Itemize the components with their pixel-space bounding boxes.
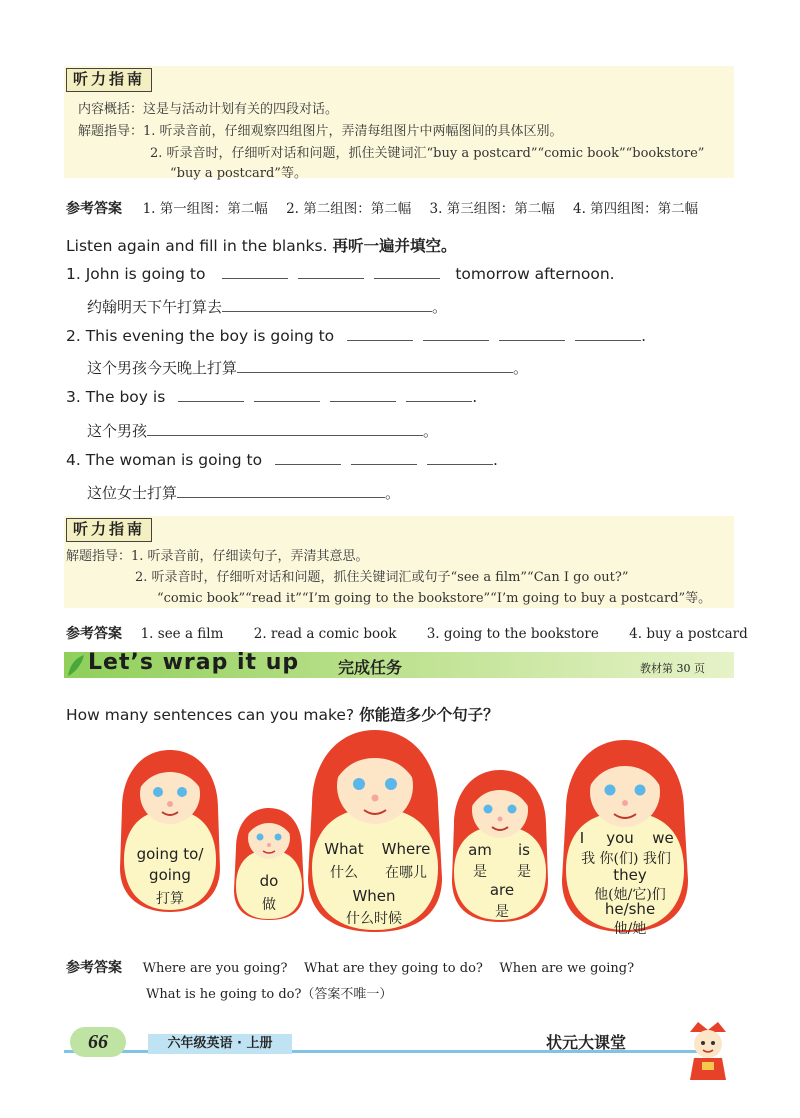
q2-cn-text: 这个男孩今天晚上打算 (87, 359, 238, 377)
q1-text-end: tomorrow afternoon. (455, 265, 615, 283)
doll1-word-b: going (149, 866, 191, 884)
answer-label: 参考答案 (66, 201, 122, 217)
guide1-line2: 解题指导：1. 听录音前，仔细观察四组图片，弄清每组图片中两幅图间的具体区别。 (78, 124, 563, 139)
q3-blank-3[interactable] (330, 388, 396, 402)
answer-row-3 (66, 957, 634, 977)
q1-cn-dot: 。 (432, 298, 448, 316)
page-number: 66 (70, 1027, 126, 1057)
q2-cn-blank[interactable] (237, 359, 513, 373)
doll5-we: we (652, 829, 674, 847)
guide2-line3: “comic book”“read it”“I’m going to the bookstore”“I’m going to buy a postcard”等。 (157, 591, 712, 606)
answer2-item-4: 4. buy a postcard (629, 626, 748, 642)
answer1-item-4: 4. 第四组图：第二幅 (573, 201, 699, 217)
doll4-is-cn: 是 (517, 864, 531, 880)
answer-label-3: 参考答案 (66, 960, 122, 976)
q3-cn-dot: 。 (423, 422, 439, 440)
doll4-are: are (489, 881, 515, 899)
guide1-line1: 内容概括：这是与活动计划有关的四段对话。 (78, 102, 339, 117)
doll5-he-she-cn: 他/她 (613, 921, 647, 937)
answer1-item-1: 1. 第一组图：第二幅 (142, 201, 268, 217)
q2-text: 2. This evening the boy is going to (66, 327, 335, 345)
q3-blank-2[interactable] (254, 388, 320, 402)
doll3-what: What (324, 840, 364, 858)
wrap-question-cn: 你能造多少个句子？ (359, 706, 499, 724)
doll3-where-cn: 在哪儿 (385, 865, 427, 881)
doll1-cn: 打算 (156, 891, 184, 907)
doll5-they-cn: 他(她/它)们 (594, 887, 666, 903)
q3-dot: . (472, 388, 478, 406)
q4-cn-blank[interactable] (177, 484, 385, 498)
answer2-item-2: 2. read a comic book (253, 626, 397, 642)
doll4-am: am (468, 841, 492, 859)
question-3-cn (87, 420, 438, 441)
q3-text: 3. The boy is (66, 388, 166, 406)
doll5-i: I (579, 829, 585, 847)
doll2-cn: 做 (262, 897, 276, 913)
q1-blank-1[interactable] (222, 265, 288, 279)
banner-cn: 完成任务 (338, 658, 403, 677)
guide1-line4: “buy a postcard”等。 (170, 166, 307, 181)
doll3-what-cn: 什么 (330, 865, 358, 881)
q2-blank-2[interactable] (423, 327, 489, 341)
doll3-when-cn: 什么时候 (346, 911, 402, 927)
q2-blank-3[interactable] (499, 327, 565, 341)
instruction-en: Listen again and fill in the blanks. (66, 237, 328, 255)
q3-blank-4[interactable] (406, 388, 472, 402)
q1-text: 1. John is going to (66, 265, 206, 283)
question-1 (66, 265, 615, 283)
q3-cn-blank[interactable] (147, 422, 423, 436)
q4-dot: . (493, 451, 498, 469)
q2-cn-dot: 。 (513, 359, 529, 377)
banner-page-ref: 教材第 30 页 (640, 662, 705, 675)
exercise-instruction (66, 234, 457, 256)
leaf-icon (64, 652, 86, 678)
wrap-question-en: How many sentences can you make? (66, 706, 355, 724)
q4-cn-text: 这位女士打算 (87, 484, 178, 502)
q4-text: 4. The woman is going to (66, 451, 263, 469)
guide-tag-2: 听力指南 (66, 518, 152, 542)
q4-blank-3[interactable] (427, 451, 493, 465)
wrap-question (66, 703, 499, 725)
doll3-when: When (352, 887, 396, 905)
q2-blank-1[interactable] (347, 327, 413, 341)
q4-blank-2[interactable] (351, 451, 417, 465)
q3-blank-1[interactable] (178, 388, 244, 402)
doll4-are-cn: 是 (495, 904, 509, 920)
answer3-line1: Where are you going? What are they going to do? When are we going? (142, 961, 635, 976)
question-1-cn (87, 296, 447, 317)
q1-cn-text: 约翰明天下午打算去 (87, 298, 223, 316)
answer2-item-1: 1. see a film (140, 626, 224, 642)
q1-blank-3[interactable] (374, 265, 440, 279)
answer3-line2: What is he going to do?（答案不唯一） (146, 987, 393, 1002)
instruction-cn: 再听一遍并填空。 (332, 237, 457, 255)
answer2-item-3: 3. going to the bookstore (426, 626, 599, 642)
answer1-item-3: 3. 第三组图：第二幅 (429, 201, 555, 217)
question-4-cn (87, 482, 400, 503)
q2-dot: . (641, 327, 647, 345)
guide1-line3: 2. 听录音时，仔细听对话和问题，抓住关键词汇“buy a postcard”“comic book”“bookstore” (150, 146, 705, 161)
answer-row-1 (66, 197, 712, 218)
question-3 (66, 388, 477, 406)
doll4-am-cn: 是 (473, 864, 487, 880)
answer-label-2: 参考答案 (66, 626, 122, 642)
q4-cn-dot: 。 (385, 484, 401, 502)
guide-tag-1: 听力指南 (66, 68, 152, 92)
doll5-cn1: 我 你(们) 我们 (581, 851, 671, 867)
q3-cn-text: 这个男孩 (87, 422, 148, 440)
guide2-line1: 解题指导：1. 听录音前，仔细读句子，弄清其意思。 (66, 549, 369, 564)
doll3-where: Where (381, 840, 431, 858)
guide2-line2: 2. 听录音时，仔细听对话和问题，抓住关键词汇或句子“see a film”“Can I go out?” (135, 570, 629, 585)
banner-title: Let’s wrap it up (88, 650, 300, 675)
brand-label: 状元大课堂 (546, 1033, 627, 1052)
q1-cn-blank[interactable] (222, 298, 432, 312)
doll1-word-a: going to/ (136, 845, 204, 863)
question-2-cn (87, 357, 528, 378)
answer-row-2 (66, 623, 748, 643)
doll2-word: do (259, 872, 279, 890)
q1-blank-2[interactable] (298, 265, 364, 279)
doll4-is: is (518, 841, 530, 859)
doll5-he-she: he/she (604, 900, 656, 918)
doll5-you: you (606, 829, 634, 847)
mascot-icon (676, 1018, 740, 1084)
q4-blank-1[interactable] (275, 451, 341, 465)
doll5-they: they (613, 866, 647, 884)
answer1-item-2: 2. 第二组图：第二幅 (286, 201, 412, 217)
grade-label: 六年级英语 · 上册 (148, 1034, 292, 1054)
question-4 (66, 451, 498, 469)
q2-blank-4[interactable] (575, 327, 641, 341)
question-2 (66, 327, 646, 345)
